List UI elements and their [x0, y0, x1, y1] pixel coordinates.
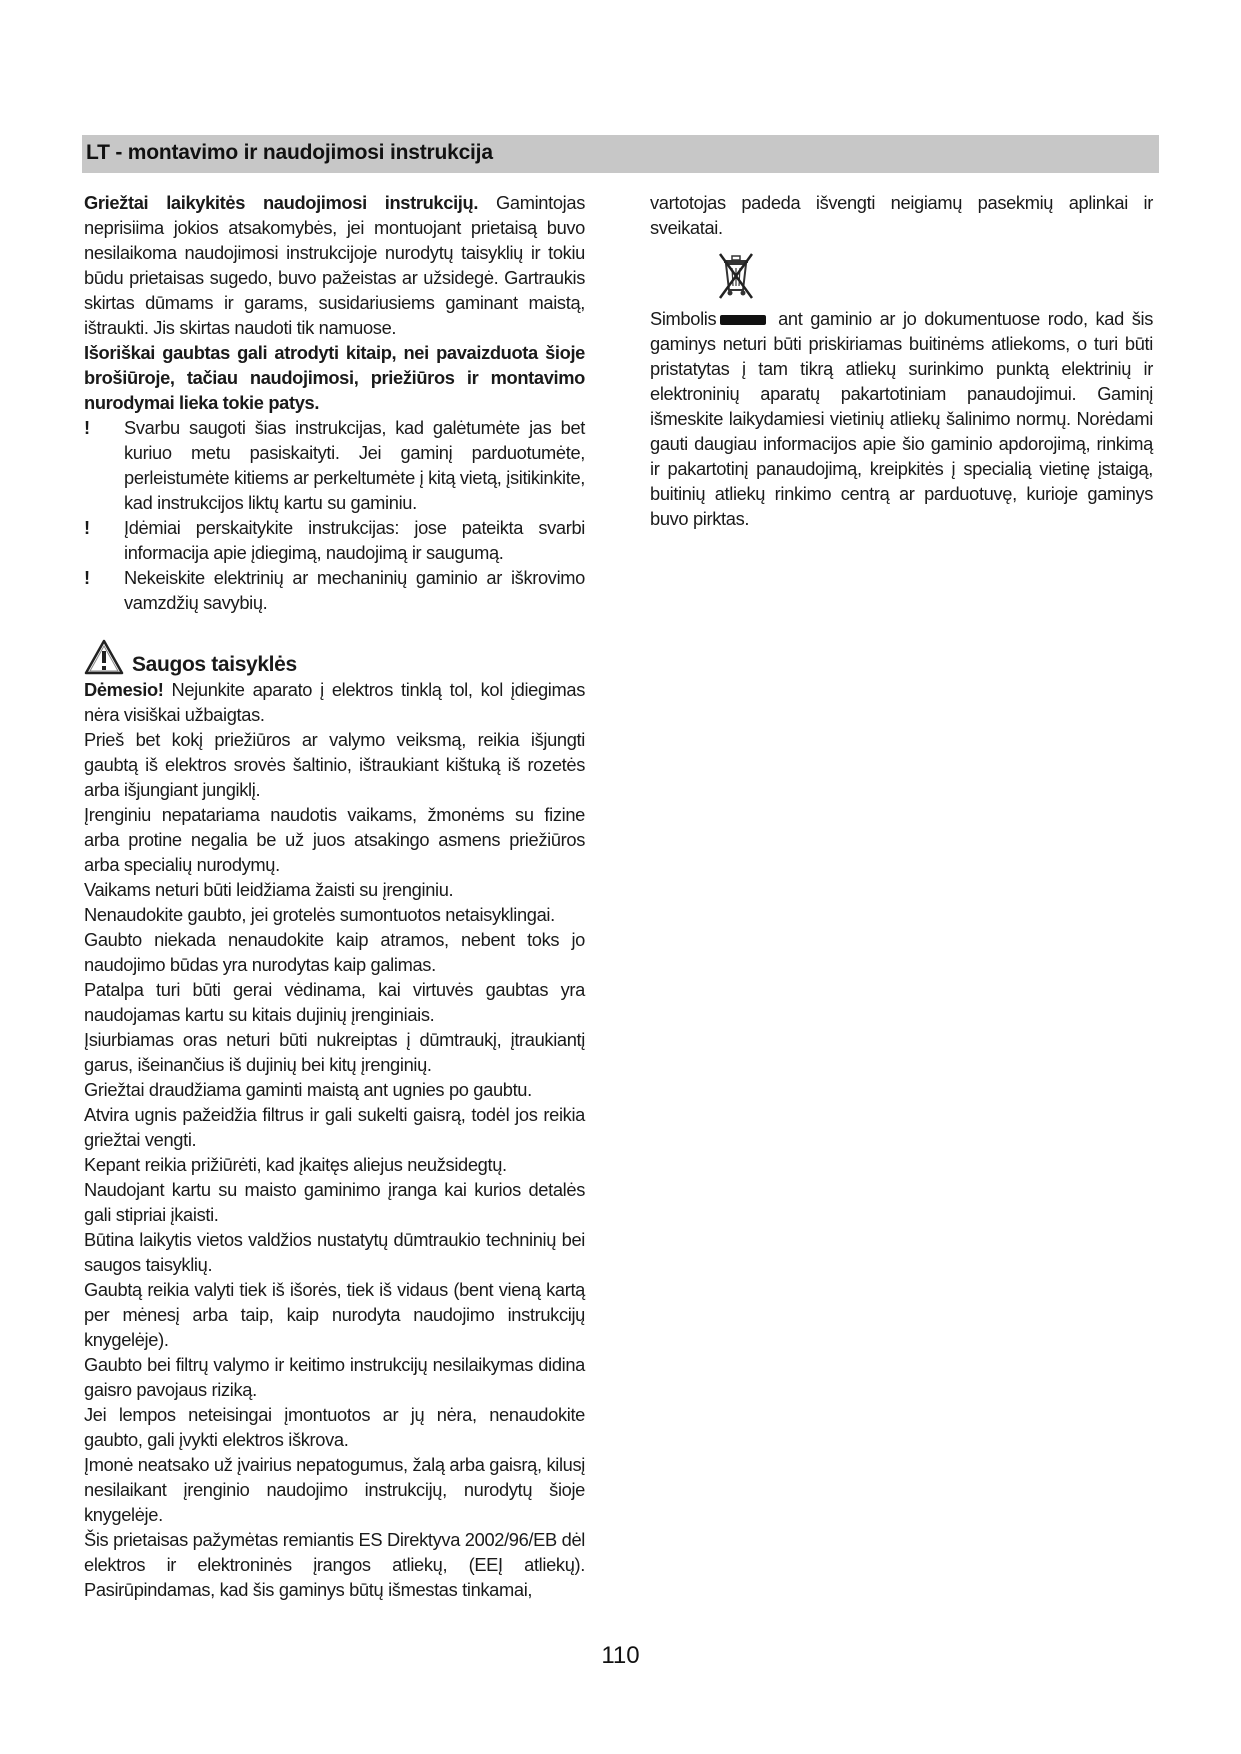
safety-paragraph: Vaikams neturi būti leidžiama žaisti su įrenginiu.	[84, 879, 454, 900]
crossed-bin-icon	[716, 250, 756, 302]
page-number: 110	[601, 1642, 640, 1669]
symbol-paragraph	[650, 306, 1153, 531]
safety-heading-text: Saugos taisyklės	[132, 653, 297, 676]
safety-paragraph: Šis prietaisas pažymėtas remiantis ES Direktyva 2002/96/EB dėl elektros ir elektroninės įrangos atliekų, (EEĮ atliekų). Pasirūpindamas, kad šis gaminys būtų išmestas tinkamai,	[84, 1529, 585, 1600]
safety-paragraph: Jei lempos neteisingai įmontuotos ar jų nėra, nenaudokite gaubto, gali įvykti elektros iškrova.	[84, 1404, 585, 1450]
note-item	[84, 415, 585, 515]
section-header-bar	[82, 135, 1159, 173]
attention-label: Dėmesio!	[84, 679, 164, 700]
symbol-text: ant gaminio ar jo dokumentuose rodo, kad šis gaminys neturi būti priskiriamas buitinėms atliekoms, o turi būti pristatytas į tam tikrą atliekų surinkimo punktą elektrinių ir elektroninių aparatų pakartotiniam panaudojimui. Gaminį išmeskite laikydamiesi vietinių atliekų šalinimo normų. Norėdami gauti daugiau informacijos apie šio gaminio apdorojimą, rinkimą ir pakartotinį panaudojimą, kreipkitės į specialią vietinę įstaigą, buitinių atliekų rinkimo centrą ar parduotuvę, kurioje gaminys buvo pirktas.	[650, 308, 1153, 529]
note-text: Svarbu saugoti šias instrukcijas, kad galėtumėte jas bet kuriuo metu pasiskaityti. Jei gaminį parduotumėte, perleistumėte kitiems ar perkeltumėte į kitą vietą, įsitikinkite, kad instrukcijos liktų kartu su gaminiu.	[124, 417, 585, 513]
safety-paragraph: Įrenginiu nepatariama naudotis vaikams, žmonėms su fizine arba protine negalia be už juos atsakingo asmens priežiūros arba specialių nurodymų.	[84, 804, 585, 875]
note-item	[84, 565, 585, 615]
intro-bold: Griežtai laikykitės naudojimosi instrukcijų.	[84, 192, 479, 213]
spacer	[84, 615, 585, 633]
right-column	[650, 190, 1153, 531]
warning-triangle-icon	[84, 639, 124, 675]
left-column	[84, 190, 585, 1602]
safety-paragraph: Patalpa turi būti gerai vėdinama, kai virtuvės gaubtas yra naudojamas kartu su kitais dujinių įrenginiais.	[84, 979, 585, 1025]
safety-paragraph: Prieš bet kokį priežiūros ar valymo veiksmą, reikia išjungti gaubtą iš elektros srovės šaltinio, ištraukiant kištuką iš rozetės arba išjungiant jungiklį.	[84, 729, 585, 800]
note-item	[84, 515, 585, 565]
continuation-paragraph: vartotojas padeda išvengti neigiamų pasekmių aplinkai ir sveikatai.	[650, 192, 1153, 238]
safety-paragraph: Gaubtą reikia valyti tiek iš išorės, tiek iš vidaus (bent vieną kartą per mėnesį arba taip, kaip nurodyta naudojimo instrukcijų knygelėje).	[84, 1279, 585, 1350]
attention-text: Nejunkite aparato į elektros tinklą tol, kol įdiegimas nėra visiškai užbaigtas.	[84, 679, 585, 725]
safety-paragraph: Griežtai draudžiama gaminti maistą ant ugnies po gaubtu.	[84, 1079, 532, 1100]
safety-paragraph: Gaubto niekada nenaudokite kaip atramos, nebent toks jo naudojimo būdas yra nurodytas kaip galimas.	[84, 929, 585, 975]
black-bar-symbol-icon	[720, 315, 766, 325]
safety-paragraph: Įsiurbiamas oras neturi būti nukreiptas į dūmtraukį, įtraukiantį garus, išeinančius iš dujinių bei kitų įrenginių.	[84, 1029, 585, 1075]
appearance-note: Išoriškai gaubtas gali atrodyti kitaip, nei pavaizduota šioje brošiūroje, tačiau naudojimosi, priežiūros ir montavimo nurodymai lieka tokie patys.	[84, 342, 585, 413]
safety-paragraph: Naudojant kartu su maisto gaminimo įranga kai kurios detalės gali stipriai įkaisti.	[84, 1179, 585, 1225]
attention-paragraph	[84, 677, 585, 727]
section-title: LT - montavimo ir naudojimosi instrukcija	[86, 141, 493, 164]
safety-paragraph: Įmonė neatsako už įvairius nepatogumus, žalą arba gaisrą, kilusį nesilaikant įrenginio naudojimo instrukcijų, nurodytų šioje knygelėje.	[84, 1454, 585, 1525]
safety-paragraph: Gaubto bei filtrų valymo ir keitimo instrukcijų nesilaikymas didina gaisro pavojaus riziką.	[84, 1354, 585, 1400]
note-text: Įdėmiai perskaitykite instrukcijas: jose pateikta svarbi informacija apie įdiegimą, naudojimą ir saugumą.	[124, 517, 585, 563]
safety-paragraph: Atvira ugnis pažeidžia filtrus ir gali sukelti gaisrą, todėl jos reikia griežtai vengti.	[84, 1104, 585, 1150]
safety-paragraph: Kepant reikia prižiūrėti, kad įkaitęs aliejus neužsidegtų.	[84, 1154, 507, 1175]
symbol-word: Simbolis	[650, 308, 717, 329]
safety-heading	[84, 633, 585, 677]
exclamation-mark: !	[84, 417, 90, 438]
exclamation-mark: !	[84, 567, 90, 588]
exclamation-mark: !	[84, 517, 90, 538]
intro-text: Gamintojas neprisiima jokios atsakomybės, jei montuojant prietaisą buvo nesilaikoma naudojimosi instrukcijoje nurodytų taisyklių ir tokiu būdu prietaisas sugedo, buvo pažeistas ar užsidegė. Gartraukis skirtas dūmams ir garams, susidariusiems gaminant maistą, ištraukti. Jis skirtas naudoti tik namuose.	[84, 192, 585, 338]
intro-paragraph	[84, 190, 585, 340]
note-text: Nekeiskite elektrinių ar mechaninių gaminio ar iškrovimo vamzdžių savybių.	[124, 567, 585, 613]
safety-paragraph: Būtina laikytis vietos valdžios nustatytų dūmtraukio techninių bei saugos taisyklių.	[84, 1229, 585, 1275]
safety-paragraph: Nenaudokite gaubto, jei grotelės sumontuotos netaisyklingai.	[84, 904, 555, 925]
